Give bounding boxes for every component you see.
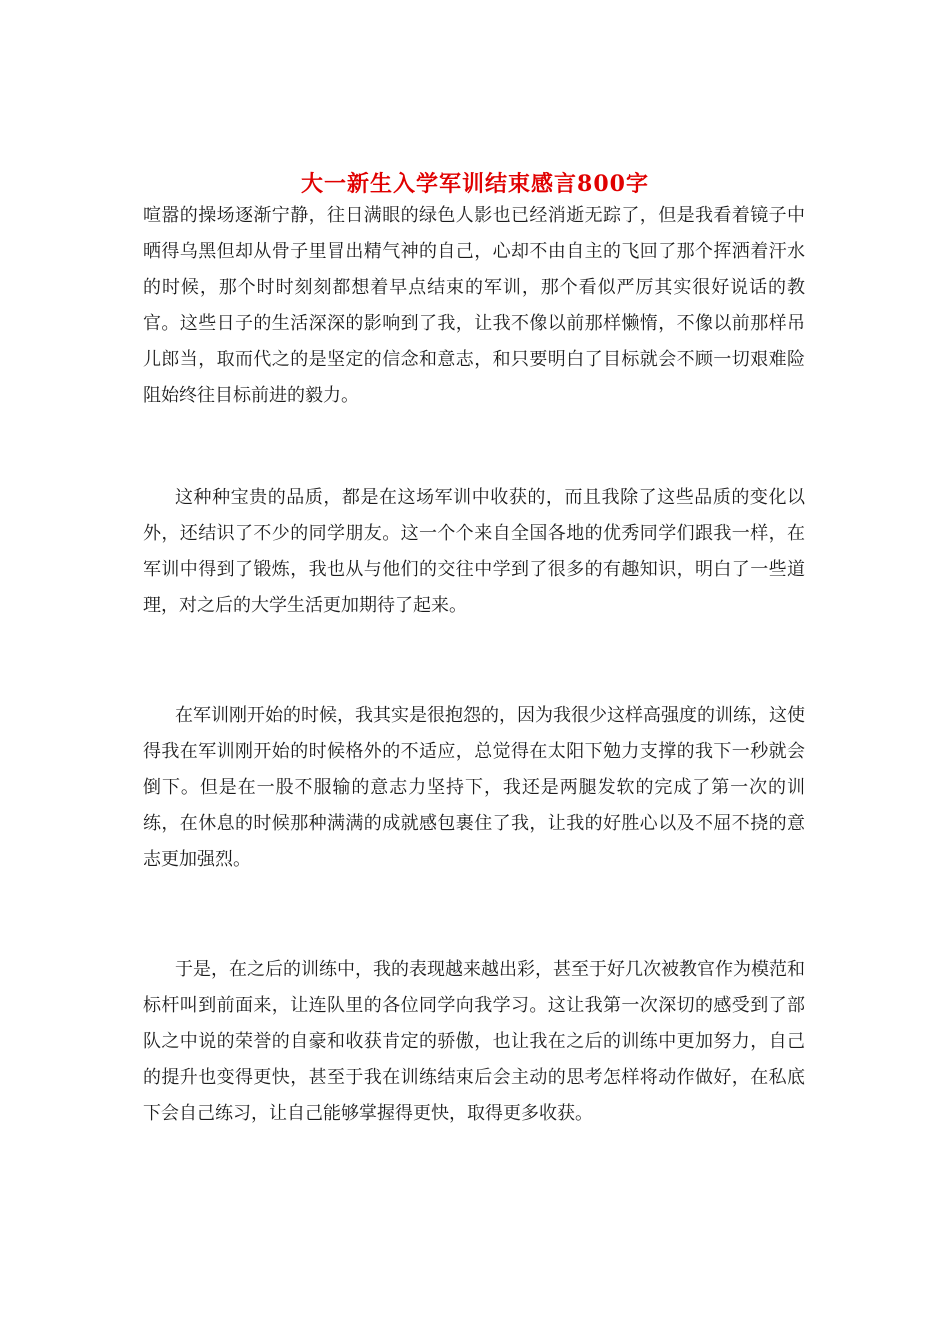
paragraph-4: 于是，在之后的训练中，我的表现越来越出彩，甚至于好几次被教官作为模范和标杆叫到前面来，让连队里的各位同学向我学习。这让我第一次深切的感受到了部队之中说的荣誉的自豪和收获肯定的骄傲，也让我在之后的训练中更加努力，自己的提升也变得更快，甚至于我在训练结束后会主动的思考怎样将动作做好，在私底下会自己练习，让自己能够掌握得更快，取得更多收获。 xyxy=(143,959,805,1124)
document-title: 大一新生入学军训结束感言800字 xyxy=(301,170,649,197)
paragraph-3: 在军训刚开始的时候，我其实是很抱怨的，因为我很少这样高强度的训练，这使得我在军训刚开始的时候格外的不适应，总觉得在太阳下勉力支撑的我下一秒就会倒下。但是在一股不服输的意志力坚持下，我还是两腿发软的完成了第一次的训练，在休息的时候那种满满的成就感包裹住了我，让我的好胜心以及不屈不挠的意志更加强烈。 xyxy=(143,705,805,870)
paragraph-2: 这种种宝贵的品质，都是在这场军训中收获的，而且我除了这些品质的变化以外，还结识了不少的同学朋友。这一个个来自全国各地的优秀同学们跟我一样，在军训中得到了锻炼，我也从与他们的交往中学到了很多的有趣知识，明白了一些道理，对之后的大学生活更加期待了起来。 xyxy=(143,487,805,616)
paragraph-1: 喧嚣的操场逐渐宁静，往日满眼的绿色人影也已经消逝无踪了，但是我看着镜子中晒得乌黑但却从骨子里冒出精气神的自己，心却不由自主的飞回了那个挥洒着汗水的时候，那个时时刻刻都想着早点结束的军训，那个看似严厉其实很好说话的教官。这些日子的生活深深的影响到了我，让我不像以前那样懒惰，不像以前那样吊儿郎当，取而代之的是坚定的信念和意志，和只要明白了目标就会不顾一切艰难险阻始终往目标前进的毅力。 xyxy=(143,205,805,406)
